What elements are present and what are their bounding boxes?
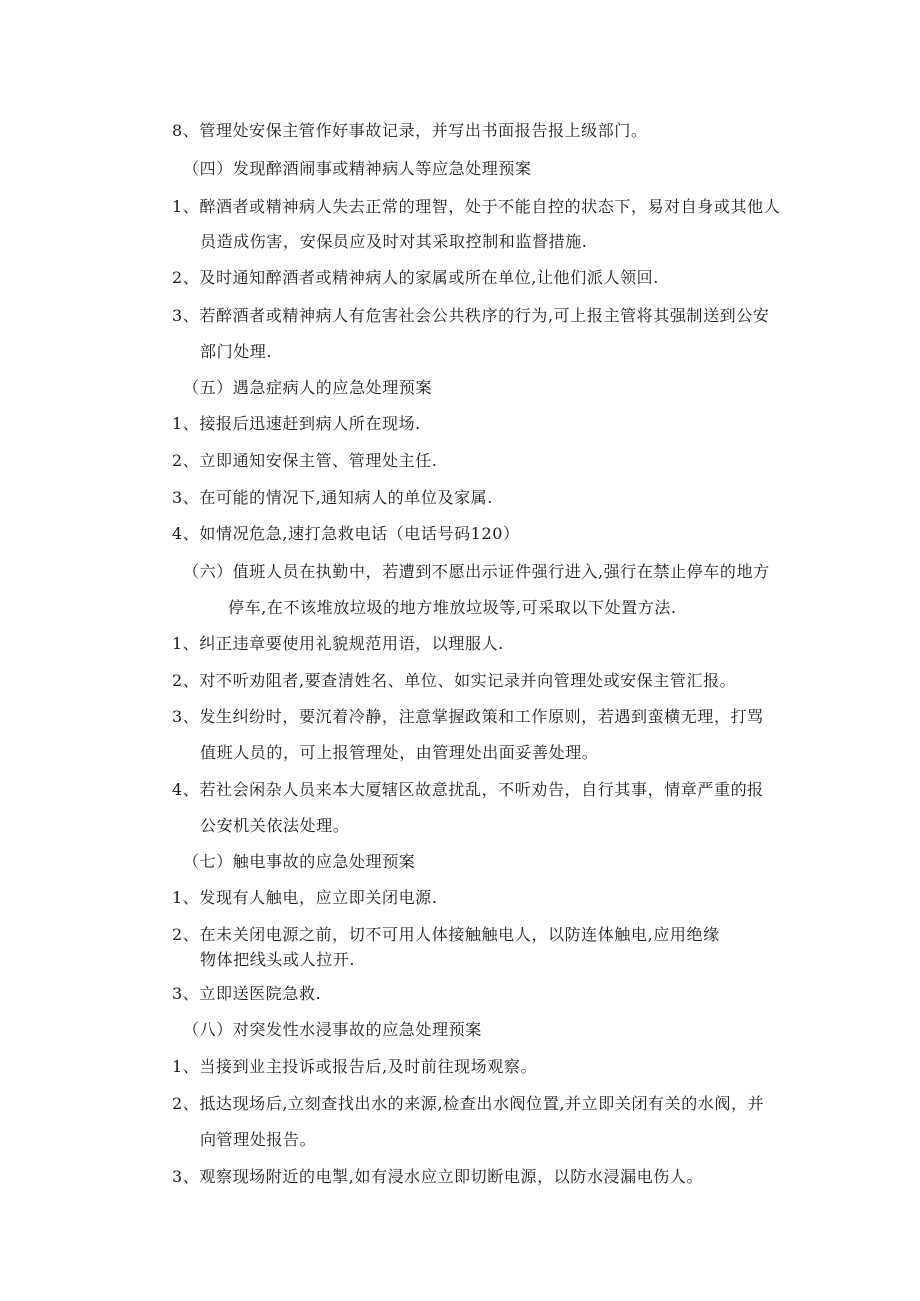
list-item-3-cont: 部门处理. — [200, 342, 273, 361]
list-item-2: 2、抵达现场后,立刻查找出水的来源,检查出水阀位置,并立即关闭有关的水阀，并 — [172, 1094, 765, 1113]
section-heading-8: （八）对突发性水浸事故的应急处理预案 — [183, 1020, 482, 1039]
list-item-2-cont: 向管理处报告。 — [200, 1130, 317, 1149]
list-item-1: 1、发现有人触电，应立即关闭电源. — [172, 888, 438, 907]
list-item-1: 1、纠正违章要使用礼貌规范用语，以理服人. — [172, 634, 504, 653]
list-item-4: 4、如情况危急,速打急救电话（电话号码120） — [172, 524, 520, 543]
list-item-1-cont: 员造成伤害，安保员应及时对其采取控制和监督措施. — [200, 232, 588, 251]
section-heading-5: （五）遇急症病人的应急处理预案 — [183, 378, 433, 397]
list-item-2: 2、及时通知醉酒者或精神病人的家属或所在单位,让他们派人领回. — [172, 268, 659, 287]
list-item-1: 1、醉酒者或精神病人失去正常的理智，处于不能自控的状态下，易对自身或其他人 — [172, 197, 781, 216]
section-heading-4: （四）发现醉酒闹事或精神病人等应急处理预案 — [183, 159, 532, 178]
list-item-2: 2、立即通知安保主管、管理处主任. — [172, 451, 438, 470]
list-item-1: 1、接报后迅速赶到病人所在现场. — [172, 414, 421, 433]
list-item-2: 2、在未关闭电源之前，切不可用人体接触触电人，以防连体触电,应用绝缘 — [172, 925, 720, 944]
list-item-2: 2、对不听劝阻者,要查清姓名、单位、如实记录并向管理处或安保主管汇报。 — [172, 671, 737, 690]
section-heading-6: （六）值班人员在执勤中，若遭到不愿出示证件强行进入,强行在禁止停车的地方 — [183, 562, 770, 581]
list-item-2-cont: 物体把线头或人拉开. — [200, 950, 356, 969]
list-item-3: 3、观察现场附近的电掣,如有浸水应立即切断电源，以防水浸漏电伤人。 — [172, 1167, 704, 1186]
list-item-3: 3、在可能的情况下,通知病人的单位及家属. — [172, 488, 493, 507]
section-heading-7: （七）触电事故的应急处理预案 — [183, 852, 416, 871]
list-item-3: 3、发生纠纷时，要沉着冷静，注意掌握政策和工作原则，若遇到蛮横无理，打骂 — [172, 707, 764, 726]
list-item-4: 4、若社会闲杂人员来本大厦辖区故意扰乱，不听劝告，自行其事，情章严重的报 — [172, 780, 764, 799]
list-item-1: 1、当接到业主投诉或报告后,及时前往现场观察。 — [172, 1057, 538, 1076]
list-item-4-cont: 公安机关依法处理。 — [200, 816, 350, 835]
list-item-8-record: 8、管理处安保主管作好事故记录，并写出书面报告报上级部门。 — [172, 121, 648, 140]
section-heading-6-cont: 停车,在不该堆放垃圾的地方堆放垃圾等,可采取以下处置方法. — [228, 598, 677, 617]
list-item-3: 3、立即送医院急救. — [172, 984, 322, 1003]
list-item-3: 3、若醉酒者或精神病人有危害社会公共秩序的行为,可上报主管将其强制送到公安 — [172, 306, 770, 325]
list-item-3-cont: 值班人员的，可上报管理处，由管理处出面妥善处理。 — [200, 743, 599, 762]
